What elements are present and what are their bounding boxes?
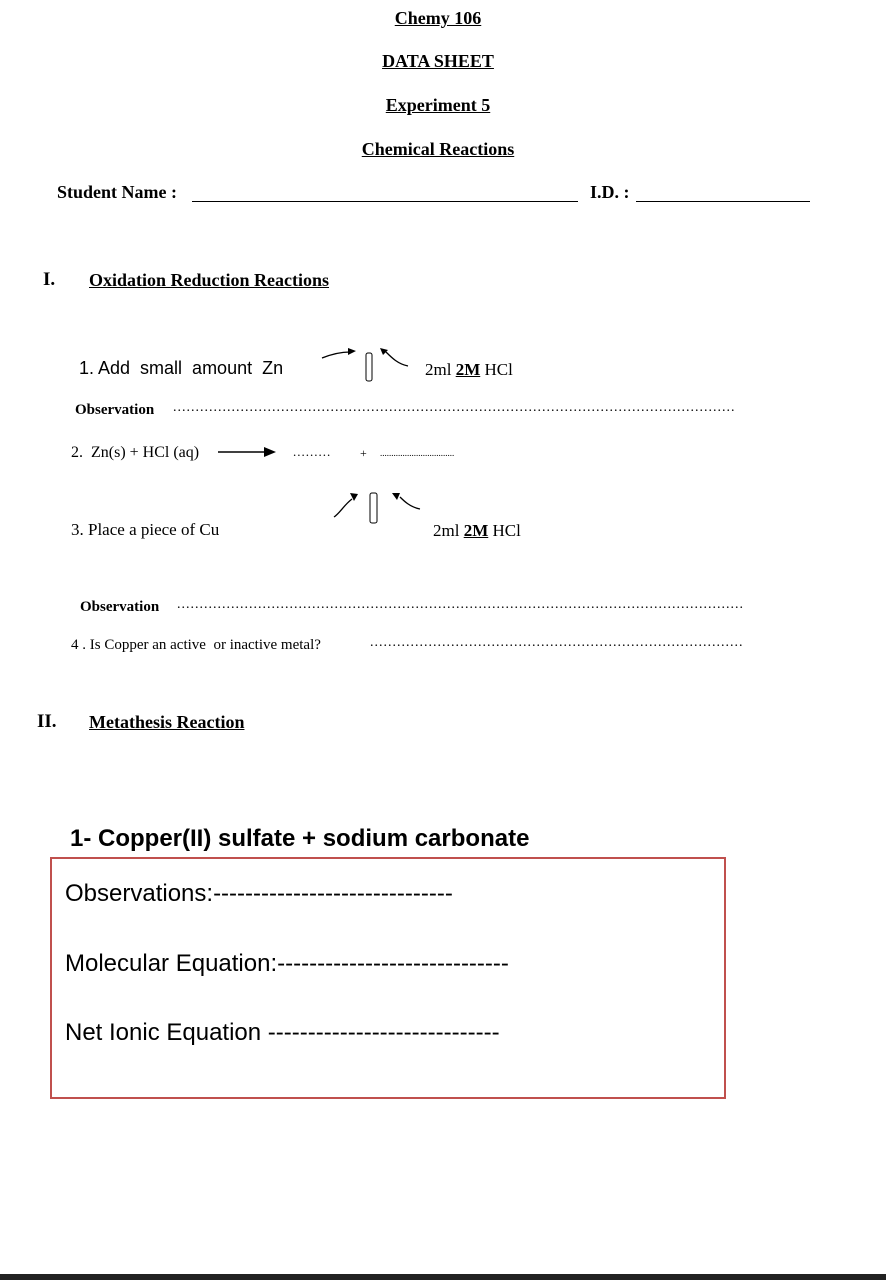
observation1-label: Observation — [75, 402, 155, 418]
student-id-line[interactable] — [636, 201, 810, 202]
experiment-title: Experiment 5 — [385, 95, 491, 115]
q3-text: 3. Place a piece of Cu — [71, 520, 220, 539]
topic-title: Chemical Reactions — [361, 139, 515, 159]
section2-numeral: II. — [37, 711, 57, 732]
sheet-title: DATA SHEET — [382, 51, 494, 71]
q2-product2-line[interactable]: ................................. — [380, 448, 455, 458]
observation1-line[interactable]: ............................................................................................................................. — [173, 400, 736, 415]
q2-product1-line[interactable]: ......... — [293, 444, 332, 459]
student-name-line[interactable] — [192, 201, 578, 202]
q3-reagent: 2ml 2M HCl — [433, 521, 521, 540]
molecular-equation-field[interactable]: Molecular Equation:----------------------------- — [65, 950, 509, 977]
q2-plus: + — [360, 446, 367, 460]
reaction-arrow-icon — [218, 444, 280, 460]
q4-answer-line[interactable]: ................................................................................... — [370, 635, 744, 650]
test-tube-diagram-2 — [330, 487, 425, 529]
observation3-line[interactable]: .............................................................................................................................. — [177, 597, 744, 612]
net-ionic-equation-field[interactable]: Net Ionic Equation ----------------------------- — [65, 1019, 500, 1046]
test-tube-diagram-1 — [318, 342, 413, 384]
q1-text: 1. Add small amount Zn — [79, 358, 284, 378]
section2-title: Metathesis Reaction — [89, 712, 245, 732]
reaction-title: 1- Copper(II) sulfate + sodium carbonate — [70, 825, 530, 852]
observation3-label: Observation — [80, 599, 160, 615]
course-title: Chemy 106 — [394, 8, 482, 28]
q4-text: 4 . Is Copper an active or inactive metal? — [71, 637, 321, 653]
q2-equation: 2. Zn(s) + HCl (aq) — [71, 444, 200, 461]
observations-field[interactable]: Observations:------------------------------ — [65, 880, 453, 907]
section1-title: Oxidation Reduction Reactions — [89, 270, 330, 290]
section1-numeral: I. — [43, 269, 56, 290]
student-id-label: I.D. : — [590, 182, 630, 202]
bottom-bar — [0, 1274, 886, 1280]
student-name-label: Student Name : — [57, 182, 177, 202]
q1-reagent: 2ml 2M HCl — [425, 360, 513, 379]
